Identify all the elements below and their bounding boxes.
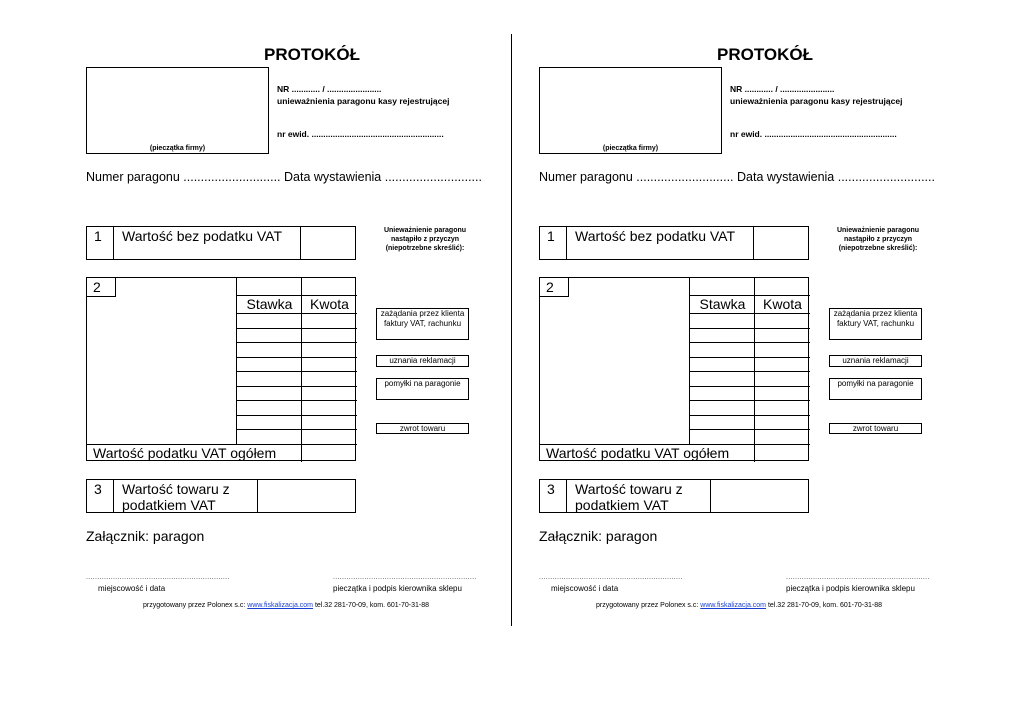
value-without-vat-box	[539, 226, 809, 260]
box-label: Wartość bez podatku VAT	[114, 227, 301, 259]
table-row-rule	[236, 386, 357, 387]
attachment-note: Załącznik: paragon	[539, 528, 658, 544]
reason-invoice-request: zażądania przez klienta faktury VAT, rachunku	[829, 308, 922, 340]
footer-note	[86, 601, 486, 610]
signature-dots: ................................................................	[786, 574, 930, 581]
table-row-rule	[236, 415, 357, 416]
receipt-number-date-line: Numer paragonu ............................ Data wystawienia ............................	[86, 170, 482, 184]
table-row-rule	[236, 400, 357, 401]
table-row-rule	[689, 357, 810, 358]
register-number-line: nr ewid. ........................................................	[277, 129, 444, 139]
company-stamp-box	[86, 67, 269, 154]
attachment-note: Załącznik: paragon	[86, 528, 205, 544]
footer-prefix: przygotowany przez Polonex s.c:	[595, 602, 699, 609]
place-date-dots: ................................................................	[539, 574, 683, 581]
box-number: 3	[540, 480, 567, 512]
table-row-rule	[689, 342, 810, 343]
vat-table	[86, 277, 356, 461]
footer-contact: tel.32 281-70-09, kom. 601-70-31-88	[314, 602, 429, 609]
box-label: Wartość bez podatku VAT	[567, 227, 754, 259]
box-number: 1	[540, 227, 567, 259]
table-row-rule	[689, 429, 810, 430]
company-stamp-label: (pieczątka firmy)	[149, 145, 206, 152]
footer-link[interactable]: www.fiskalizacja.com	[247, 602, 314, 609]
vat-total-label: Wartość podatku VAT ogółem	[546, 445, 730, 461]
table-row-rule	[689, 313, 810, 314]
reason-receipt-error: pomyłki na paragonie	[376, 378, 469, 400]
box-number: 2	[540, 278, 569, 297]
column-header-amount: Kwota	[310, 296, 349, 312]
reason-complaint: uznania reklamacji	[376, 355, 469, 367]
table-row-rule	[236, 429, 357, 430]
signature-label: pieczątka i podpis kierownika sklepu	[786, 584, 915, 593]
column-header-rate: Stawka	[699, 296, 746, 312]
column-header-rate: Stawka	[246, 296, 293, 312]
value-with-vat-box	[86, 479, 356, 513]
table-row-rule	[236, 328, 357, 329]
table-column-rule	[754, 444, 755, 462]
vat-table	[539, 277, 809, 461]
place-date-dots: ................................................................	[86, 574, 230, 581]
table-row-rule	[689, 328, 810, 329]
form-title: PROTOKÓŁ	[263, 45, 361, 64]
reason-goods-return: zwrot towaru	[829, 423, 922, 434]
protocol-subtitle: unieważnienia paragonu kasy rejestrującej	[730, 96, 903, 106]
form-title: PROTOKÓŁ	[716, 45, 814, 64]
box-number: 3	[87, 480, 114, 512]
column-header-amount: Kwota	[763, 296, 802, 312]
receipt-number-date-line: Numer paragonu ............................ Data wystawienia ............................	[539, 170, 935, 184]
reason-complaint: uznania reklamacji	[829, 355, 922, 367]
footer-note	[539, 601, 939, 610]
cancellation-reason-header: Unieważnienie paragonu nastąpiło z przyczyn (niepotrzebne skreślić):	[383, 227, 467, 252]
value-with-vat-box	[539, 479, 809, 513]
table-column-rule	[301, 444, 302, 462]
table-row-rule	[689, 371, 810, 372]
signature-label: pieczątka i podpis kierownika sklepu	[333, 584, 462, 593]
table-row-rule	[689, 415, 810, 416]
signature-dots: ................................................................	[333, 574, 477, 581]
box-label: Wartość towaru z podatkiem VAT	[114, 480, 258, 512]
table-row-rule	[689, 400, 810, 401]
box-number: 2	[87, 278, 116, 297]
box-label: Wartość towaru z podatkiem VAT	[567, 480, 711, 512]
place-date-label: miejscowość i data	[551, 584, 619, 593]
footer-link[interactable]: www.fiskalizacja.com	[700, 602, 767, 609]
protocol-number-line: NR ............ / .......................	[277, 84, 382, 94]
reason-receipt-error: pomyłki na paragonie	[829, 378, 922, 400]
reason-invoice-request: zażądania przez klienta faktury VAT, rachunku	[376, 308, 469, 340]
protocol-subtitle: unieważnienia paragonu kasy rejestrującej	[277, 96, 450, 106]
table-row-rule	[236, 342, 357, 343]
protocol-number-line: NR ............ / .......................	[730, 84, 835, 94]
box-number: 1	[87, 227, 114, 259]
value-without-vat-box	[86, 226, 356, 260]
reason-goods-return: zwrot towaru	[376, 423, 469, 434]
vat-total-label: Wartość podatku VAT ogółem	[93, 445, 277, 461]
protocol-form-right	[539, 0, 991, 724]
company-stamp-box	[539, 67, 722, 154]
cancellation-reason-header: Unieważnienie paragonu nastąpiło z przyczyn (niepotrzebne skreślić):	[836, 227, 920, 252]
place-date-label: miejscowość i data	[98, 584, 166, 593]
table-row-rule	[236, 357, 357, 358]
table-row-rule	[236, 371, 357, 372]
protocol-form-left	[86, 0, 538, 724]
company-stamp-label: (pieczątka firmy)	[602, 145, 659, 152]
register-number-line: nr ewid. ........................................................	[730, 129, 897, 139]
footer-contact: tel.32 281-70-09, kom. 601-70-31-88	[767, 602, 882, 609]
table-row-rule	[689, 386, 810, 387]
footer-prefix: przygotowany przez Polonex s.c:	[142, 602, 246, 609]
table-row-rule	[236, 313, 357, 314]
